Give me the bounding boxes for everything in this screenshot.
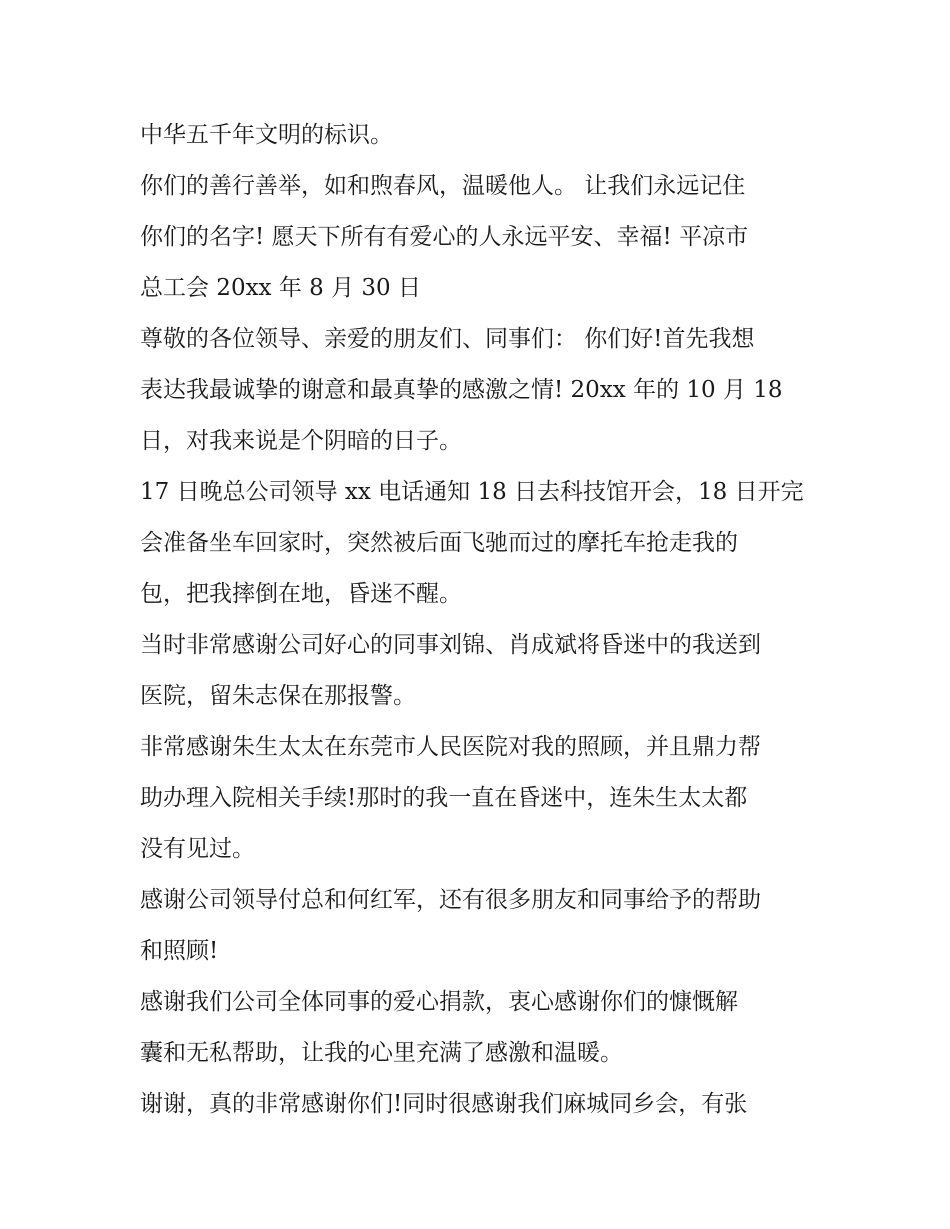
text-line: 你们的名字! 愿天下所有有爱心的人永远平安、幸福! 平凉市	[140, 224, 749, 250]
text-line: 和照顾!	[140, 938, 219, 964]
text-line: 会准备坐车回家时，突然被后面飞驰而过的摩托车抢走我的	[140, 530, 738, 556]
text-line: 谢谢，真的非常感谢你们!同时很感谢我们麻城同乡会，有张	[140, 1091, 748, 1117]
text-line: 医院，留朱志保在那报警。	[140, 683, 416, 709]
text-line: 总工会 20xx 年 8 月 30 日	[140, 275, 421, 301]
text-line: 没有见过。	[140, 836, 255, 862]
text-line: 尊敬的各位领导、亲爱的朋友们、同事们： 你们好!首先我想	[140, 326, 755, 352]
text-line: 你们的善行善举，如和煦春风，温暖他人。 让我们永远记住	[140, 173, 746, 199]
text-line: 感谢我们公司全体同事的爱心捐款，衷心感谢你们的慷慨解	[140, 989, 738, 1015]
text-line: 表达我最诚挚的谢意和最真挚的感激之情! 20xx 年的 10 月 18	[140, 377, 783, 403]
text-line: 感谢公司领导付总和何红军，还有很多朋友和同事给予的帮助	[140, 887, 761, 913]
text-line: 中华五千年文明的标识。	[140, 122, 393, 148]
text-line: 囊和无私帮助，让我的心里充满了感激和温暖。	[140, 1040, 623, 1066]
text-line: 包，把我摔倒在地，昏迷不醒。	[140, 581, 462, 607]
text-line: 日，对我来说是个阴暗的日子。	[140, 428, 462, 454]
text-line: 当时非常感谢公司好心的同事刘锦、肖成斌将昏迷中的我送到	[140, 632, 761, 658]
document-body	[140, 110, 820, 1130]
text-line: 非常感谢朱生太太在东莞市人民医院对我的照顾，并且鼎力帮	[140, 734, 761, 760]
text-line: 助办理入院相关手续!那时的我一直在昏迷中，连朱生太太都	[140, 785, 748, 811]
text-line: 17 日晚总公司领导 xx 电话通知 18 日去科技馆开会，18 日开完	[140, 479, 804, 505]
